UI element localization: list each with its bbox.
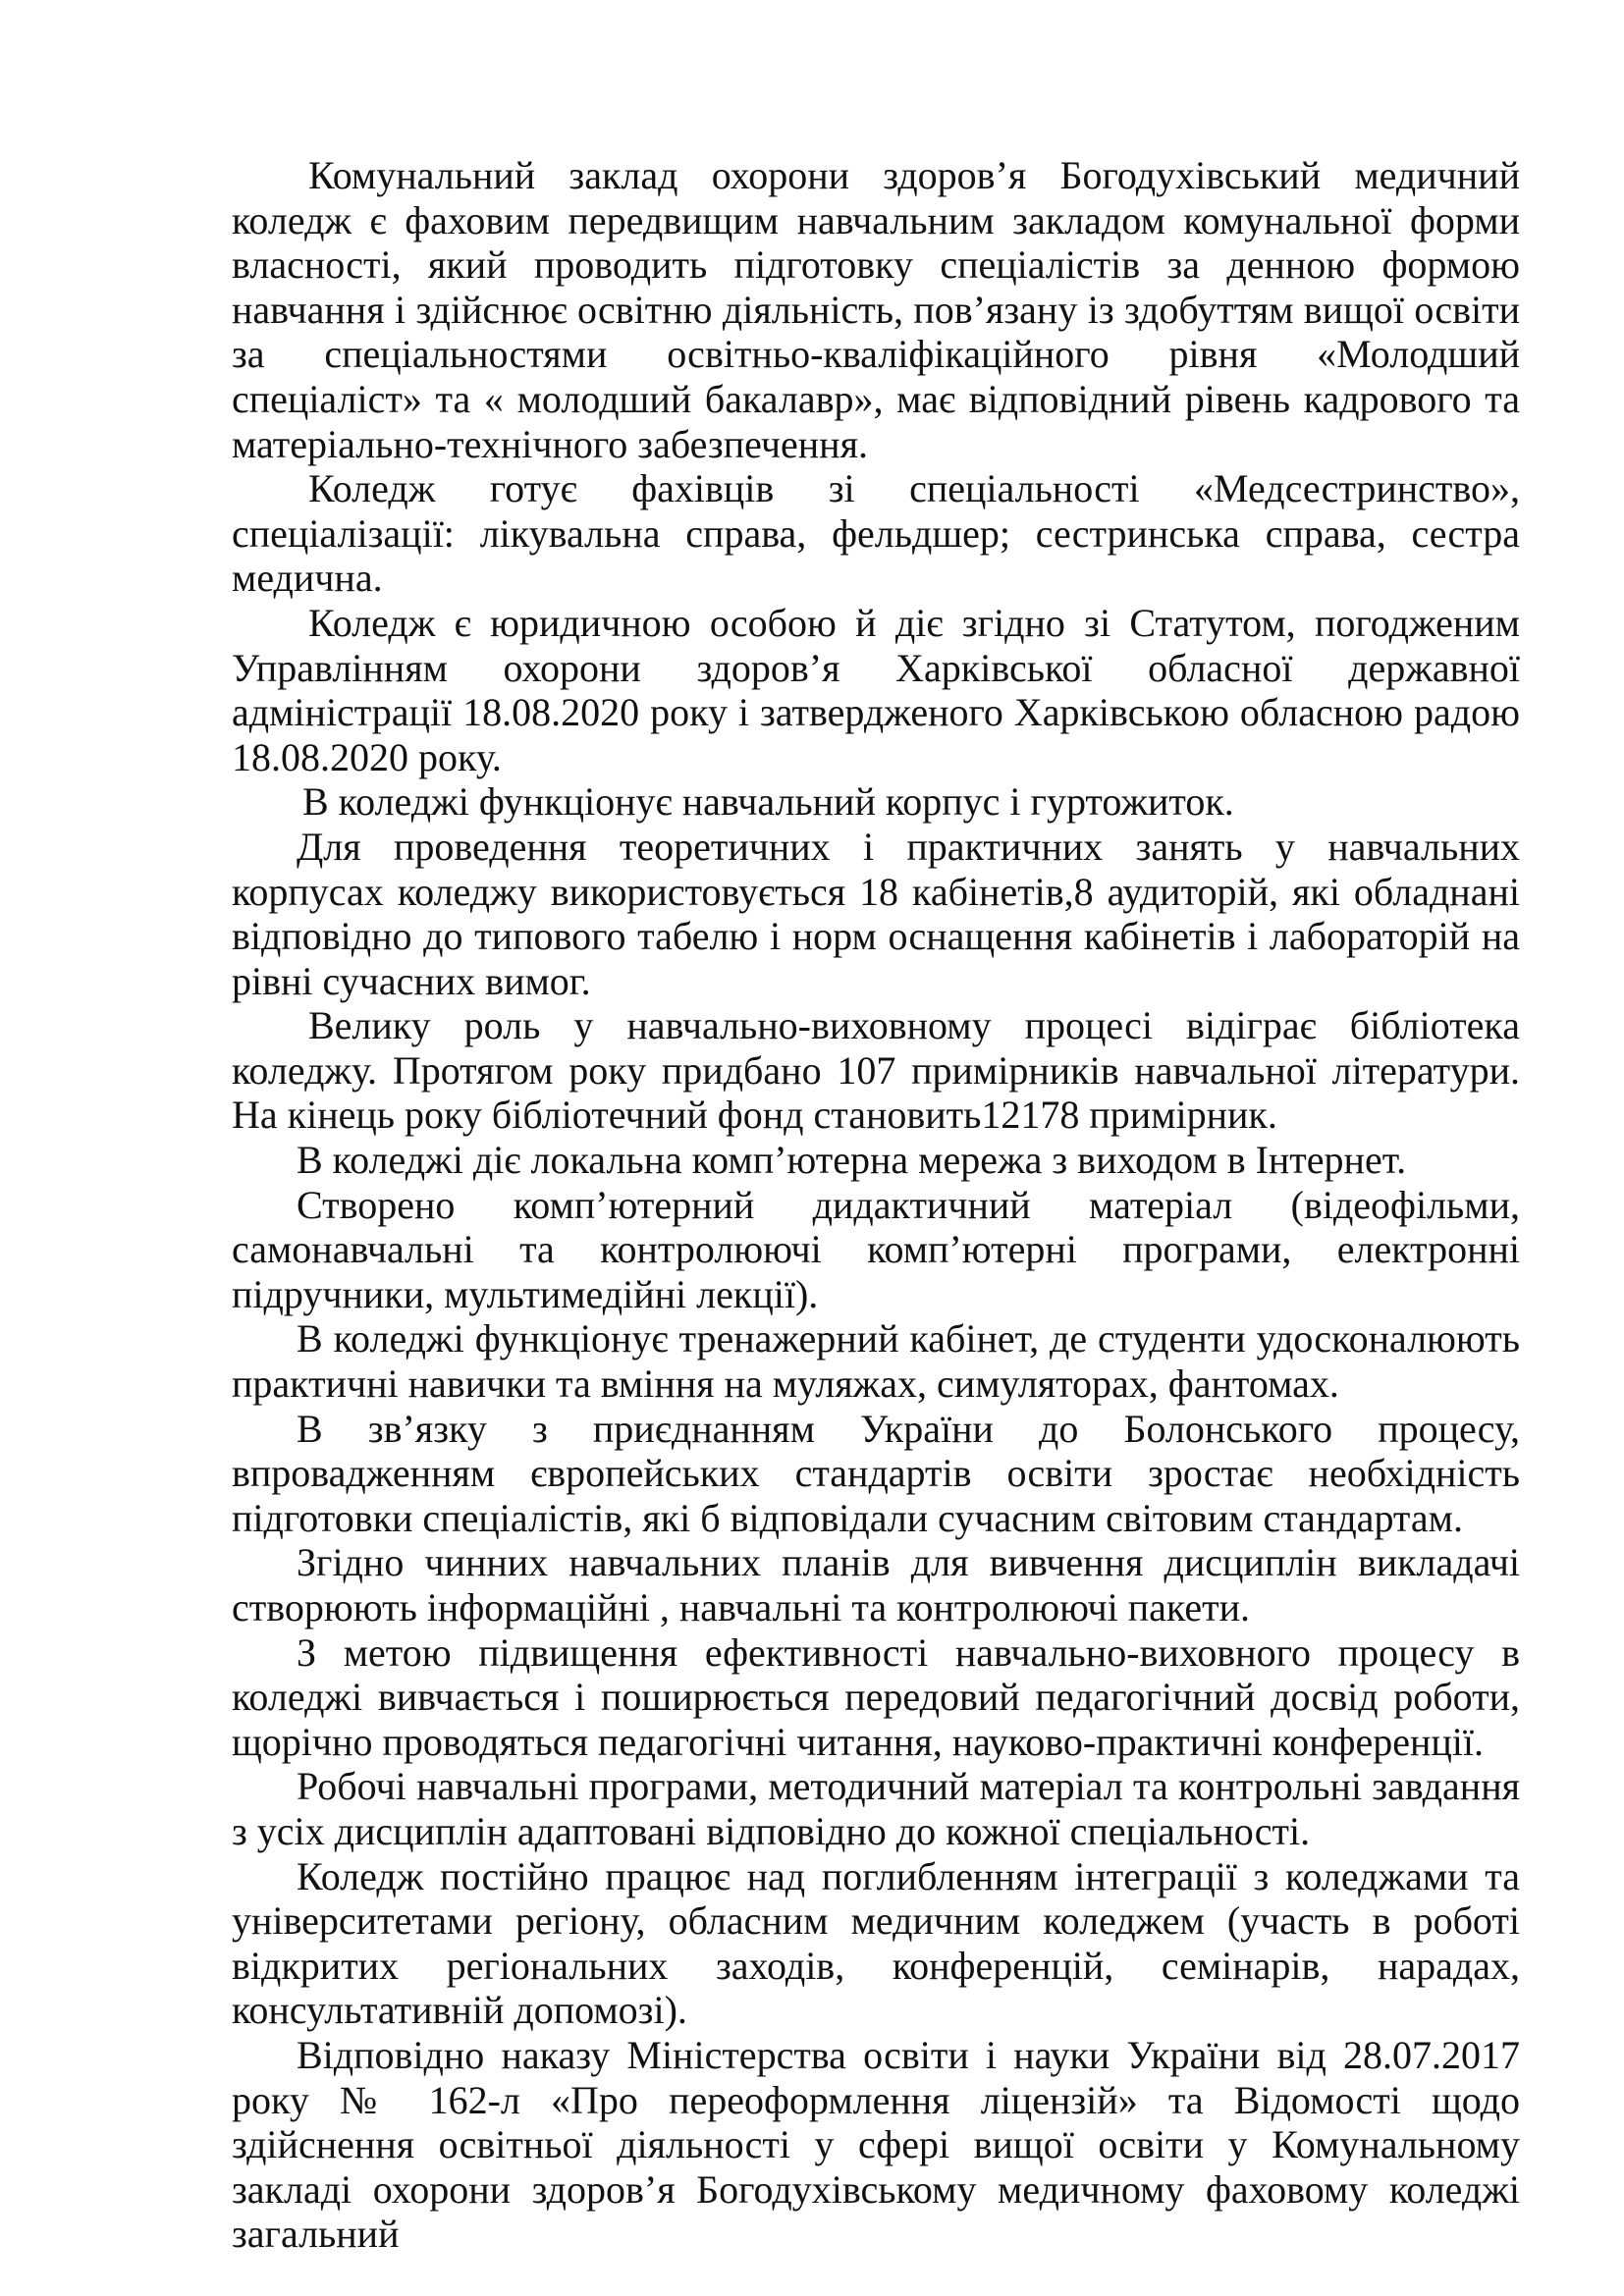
paragraph-simulation-room: В коледжі функціонує тренажерний кабінет, де студенти удосконалюють практичні навички та вміння на муляжах, симуляторах, фантомах. (232, 1316, 1520, 1407)
paragraph-library: Велику роль у навчально-виховному процесі відіграє бібліотека коледжу. Протягом року придбано 107 примірників навчальної літератури. На кінець року бібліотечний фонд становить12178 примірник. (232, 1003, 1520, 1138)
paragraph-buildings: В коледжі функціонує навчальний корпус і гуртожиток. (302, 779, 1234, 825)
paragraph-didactic-material: Створено комп’ютерний дидактичний матеріал (відеофільми, самонавчальні та контролюючі комп’ютерні програми, електронні підручники, мультимедійні лекції). (232, 1182, 1520, 1316)
paragraph-classrooms: Для проведення теоретичних і практичних занять у навчальних корпусах коледжу використовується 18 кабінетів,8 аудиторій, які обладнані відповідно до типового табелю і норм оснащення кабінетів і лабораторій на рівні сучасних вимог. (232, 824, 1520, 1003)
paragraph-study-plans: Згідно чинних навчальних планів для вивчення дисциплін викладачі створюють інформаційні , навчальні та контролюючі пакети. (232, 1540, 1520, 1629)
paragraph-college-status: Комунальний заклад охорони здоров’я Богодухівський медичний коледж є фаховим передвищим навчальним закладом комунальної форми власності, який проводить підготовку спеціалістів за денною формою навчання і здійснює освітню діяльність, пов’язану із здобуттям вищої освіти за спеціальностями освітньо-кваліфікаційного рівня «Молодший спеціаліст» та « молодший бакалавр», має відповідний рівень кадрового та матеріально-технічного забезпечення. (232, 153, 1520, 466)
paragraph-legal-status: Коледж є юридичною особою й діє згідно зі Статутом, погодженим Управлінням охорони здоров’я Харківської обласної державної адміністрації 18.08.2020 року і затвердженого Харківською обласною радою 18.08.2020 року. (232, 600, 1520, 779)
paragraph-integration: Коледж постійно працює над поглибленням інтеграції з коледжами та університетами регіону, обласним медичним коледжем (участь в роботі відкритих регіональних заходів, конференцій, семінарів, нарадах, консультативній допомозі). (232, 1853, 1520, 2033)
paragraph-specialties: Коледж готує фахівців зі спеціальності «Медсестринство», спеціалізації: лікувальна справа, фельдшер; сестринська справа, сестра медична. (232, 466, 1520, 601)
paragraph-ministry-order: Відповідно наказу Міністерства освіти і науки України від 28.07.2017 року № 162-л «Про переоформлення ліцензій» та Відомості щодо здійснення освітньої діяльності у сфері вищої освіти у Комунальному закладі охорони здоров’я Богодухівському медичному фаховому коледжі загальний (232, 2032, 1520, 2257)
paragraph-work-programs: Робочі навчальні програми, методичний матеріал та контрольні завдання з усіх дисциплін адаптовані відповідно до кожної спеціальності. (232, 1764, 1520, 1853)
document-page (232, 153, 1520, 2257)
paragraph-network: В коледжі діє локальна комп’ютерна мережа з виходом в Інтернет. (297, 1138, 1407, 1183)
paragraph-bologna-process: В зв’язку з приєднанням України до Болонського процесу, впровадженням європейських стандартів освіти зростає необхідність підготовки спеціалістів, які б відповідали сучасним світовим стандартам. (232, 1406, 1520, 1540)
paragraph-pedagogical-experience: З метою підвищення ефективності навчально-виховного процесу в коледжі вивчається і поширюється передовий педагогічний досвід роботи, щорічно проводяться педагогічні читання, науково-практичні конференції. (232, 1629, 1520, 1764)
